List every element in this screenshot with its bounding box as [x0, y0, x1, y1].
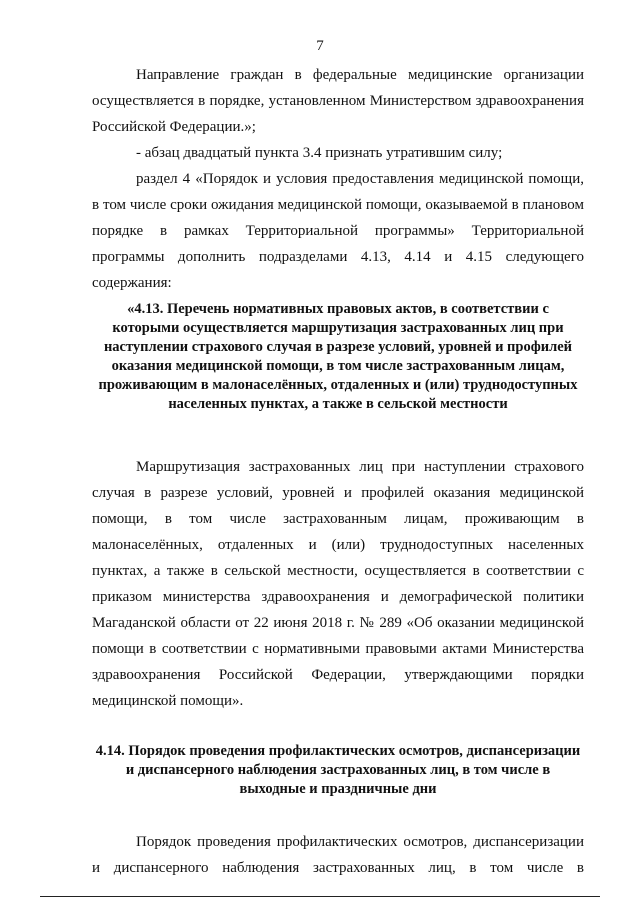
paragraph-4-13: Маршрутизация застрахованных лиц при наступлении страхового случая в разрезе условий, уровней и профилей оказания медицинской помощи, в том числе застрахованным лицам, проживающим в малонаселённых, отдаленных и (или) труднодоступных населенных пунктах, а также в сельской местности, осуществляется в соответствии с приказом министерства здравоохранения и демографической политики Магаданской области от 22 июня 2018 г. № 289 «Об оказании медицинской помощи в соответствии с нормативными правовыми актами Министерства здравоохранения Российской Федерации, утверждающими порядки медицинской помощи». — [92, 459, 584, 709]
paragraph-referral: Направление граждан в федеральные медицинские организации осуществляется в порядке, установленном Министерством здравоохранения Российской Федерации.»; — [92, 67, 584, 135]
paragraph-4-14: Порядок проведения профилактических осмотров, диспансеризации и диспансерного наблюдения застрахованных лиц, в том числе в — [92, 834, 584, 876]
bottom-rule — [40, 896, 600, 897]
page-number: 7 — [316, 38, 324, 54]
document-body — [92, 62, 584, 881]
paragraph-section4: раздел 4 «Порядок и условия предоставления медицинской помощи, в том числе сроки ожидания медицинской помощи, оказываемой в плановом порядке в рамках Территориальной программы» Территориальной программы дополнить подразделами 4.13, 4.14 и 4.15 следующего содержания: — [92, 171, 584, 291]
heading-4-14: 4.14. Порядок проведения профилактических осмотров, диспансеризации и диспансерного наблюдения застрахованных лиц, в том числе в выходные и праздничные дни — [95, 743, 581, 797]
paragraph-abzac: - абзац двадцатый пункта 3.4 признать утратившим силу; — [136, 145, 503, 161]
heading-4-13: «4.13. Перечень нормативных правовых актов, в соответствии с которыми осуществляется маршрутизация застрахованных лиц при наступлении страхового случая в разрезе условий, уровней и профилей оказания медицинской помощи, в том числе застрахованным лицам, проживающим в малонаселённых, отдаленных и (или) труднодоступных населенных пунктах, а также в сельской местности — [98, 301, 578, 412]
